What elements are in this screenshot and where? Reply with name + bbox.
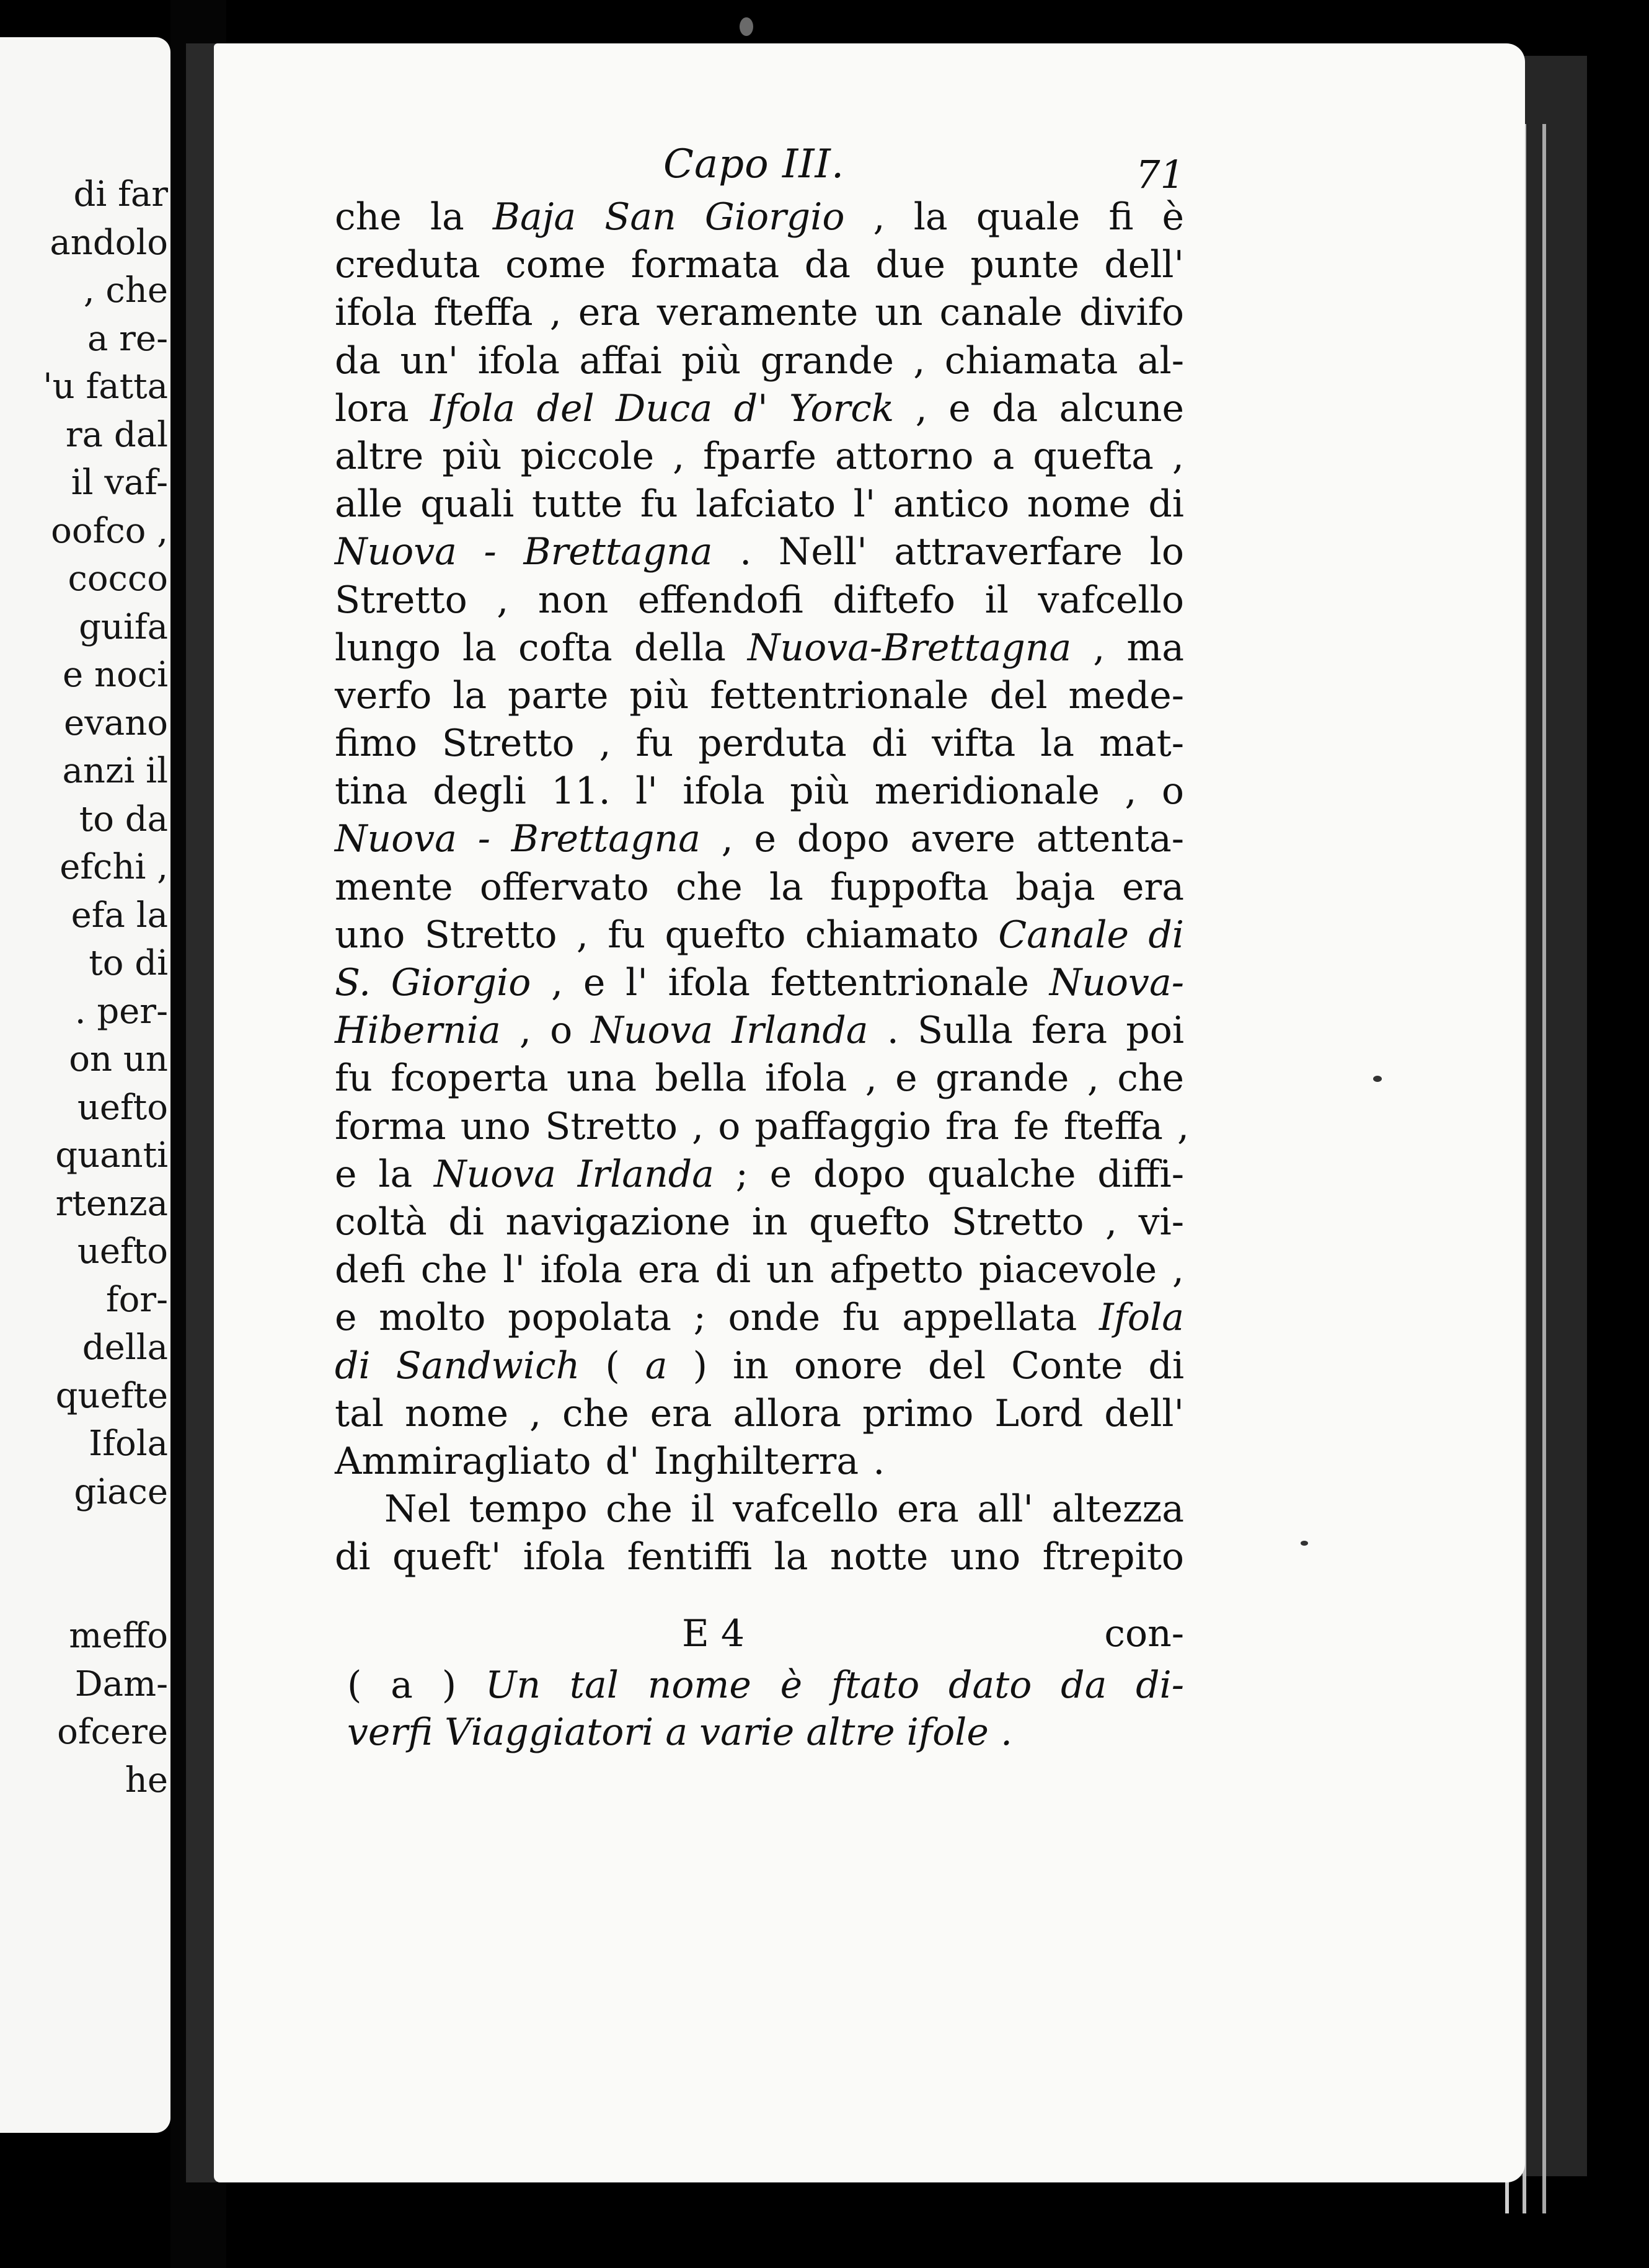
previous-page-line: rtenza: [55, 1183, 168, 1224]
text-run: creduta come formata da due punte dell': [335, 243, 1184, 287]
text-line: [335, 1486, 1184, 1533]
scan-speck: [1373, 1076, 1382, 1082]
previous-page-line: anzi il: [62, 751, 168, 791]
previous-page-line: giace: [74, 1471, 168, 1512]
previous-page-line: quanti: [55, 1135, 168, 1176]
body-text: [335, 193, 1190, 1581]
page-edge-line: [1542, 124, 1546, 2213]
text-line: [335, 672, 1184, 720]
text-run: , ma: [1071, 626, 1185, 670]
italic-text: Nuova-Brettagna: [747, 626, 1072, 670]
text-line: [335, 577, 1184, 624]
italic-text: Nuova - Brettagna: [335, 530, 713, 574]
italic-text: Nuova Irlanda: [434, 1152, 714, 1196]
text-run: da un' ifola affai più grande , chiamata al-: [335, 339, 1184, 383]
previous-page-line: to di: [89, 943, 168, 983]
text-line: [335, 1342, 1184, 1390]
text-run: ( a ): [347, 1663, 485, 1707]
italic-text: Nuova - Brettagna: [335, 817, 701, 861]
text-run: e la: [335, 1152, 435, 1196]
scan-speck: [740, 17, 753, 36]
text-line: [335, 241, 1184, 289]
page-foot: [335, 1612, 1184, 1662]
text-line: [335, 1055, 1184, 1102]
text-line: [335, 337, 1184, 385]
text-run: forma uno Stretto , o paffaggio fra fe fteffa ,: [335, 1104, 1190, 1148]
text-line: [335, 624, 1184, 672]
italic-text: a: [645, 1344, 668, 1388]
italic-text: Canale di: [998, 913, 1184, 957]
binding-gutter: [186, 43, 217, 2182]
text-run: . Nell' attraverfare lo: [712, 530, 1184, 574]
text-line: [335, 528, 1184, 576]
text-run: , e dopo avere attenta-: [700, 817, 1184, 861]
text-run: fimo Stretto , fu perduta di vifta la mat-: [335, 722, 1184, 766]
previous-page-text: [43, 171, 168, 1804]
previous-page-line: cocco: [68, 559, 168, 599]
text-line: [335, 1151, 1184, 1198]
text-run: , e l' ifola fettentrionale: [531, 961, 1050, 1004]
text-run: ; e dopo qualche diffi-: [714, 1152, 1184, 1196]
footnote: [347, 1662, 1184, 1756]
previous-page-line: on un: [69, 1039, 168, 1079]
italic-text: di Sandwich: [335, 1344, 580, 1388]
text-run: lungo la cofta della: [335, 626, 748, 670]
previous-page-line: ra dal: [65, 414, 168, 455]
previous-page-line: a re-: [87, 318, 168, 359]
previous-page-line: della: [82, 1327, 168, 1368]
italic-text: Baja San Giorgio: [492, 195, 845, 239]
text-run: Ammiragliato d' Inghilterra .: [335, 1439, 885, 1483]
text-run: coltà di navigazione in quefto Stretto , vi-: [335, 1200, 1184, 1244]
text-line: [335, 911, 1184, 959]
text-line: [335, 385, 1184, 433]
text-line: [335, 433, 1184, 481]
text-line: [335, 720, 1184, 768]
text-run: verfi Viaggiatori a varie altre ifole .: [347, 1711, 1013, 1754]
text-run: verfo la parte più fettentrionale del mede-: [335, 673, 1184, 717]
text-line: [335, 481, 1184, 528]
text-run: tina degli 11. l' ifola più meridionale , o: [335, 769, 1184, 813]
text-line: [335, 1007, 1184, 1055]
italic-text: Hibernia: [335, 1009, 501, 1053]
previous-page-line: Dam-: [74, 1663, 168, 1704]
previous-page: [0, 37, 170, 2133]
text-run: ifola fteffa , era veramente un canale divifo: [335, 291, 1184, 335]
text-run: uno Stretto , fu quefto chiamato: [335, 913, 999, 957]
text-run: , la quale fi è: [844, 195, 1184, 239]
text-run: defi che l' ifola era di un afpetto piacevole ,: [335, 1248, 1184, 1292]
text-line: [335, 1438, 1184, 1486]
text-line: [335, 815, 1184, 863]
text-run: lora: [335, 386, 431, 430]
previous-page-line: guifa: [79, 606, 168, 647]
text-line: [335, 1103, 1190, 1151]
text-line: [335, 768, 1184, 815]
previous-page-line: [43, 1516, 168, 1612]
text-run: Nel tempo che il vafcello era all' altezza: [384, 1487, 1184, 1531]
footnote-line: [347, 1709, 1184, 1756]
italic-text: S. Giorgio: [335, 961, 531, 1004]
catchword: con-: [1104, 1612, 1184, 1655]
previous-page-line: andolo: [50, 222, 168, 263]
previous-page-line: to da: [79, 799, 168, 839]
text-run: Stretto , non effendofi diftefo il vafcello: [335, 578, 1184, 622]
previous-page-line: Ifola: [89, 1424, 168, 1464]
text-run: (: [580, 1344, 645, 1388]
running-head: Capo III.: [663, 141, 845, 187]
previous-page-line: , che: [83, 270, 168, 311]
previous-page-line: il vaf-: [71, 463, 168, 503]
text-run: di queft' ifola fentiffi la notte uno ftrepito: [335, 1535, 1184, 1579]
previous-page-line: e noci: [63, 655, 168, 695]
previous-page-line: efchi ,: [60, 847, 168, 887]
text-line: [335, 1198, 1184, 1246]
previous-page-line: uefto: [77, 1231, 168, 1272]
previous-page-line: evano: [64, 702, 168, 743]
footnote-line: [347, 1662, 1184, 1709]
text-line: [335, 1533, 1184, 1581]
italic-text: Nuova-: [1049, 961, 1184, 1004]
text-run: tal nome , che era allora primo Lord dell': [335, 1391, 1184, 1435]
previous-page-line: di far: [73, 174, 168, 215]
previous-page-line: he: [125, 1760, 168, 1801]
text-run: che la: [335, 195, 493, 239]
italic-text: Ifola del Duca d' Yorck: [430, 386, 895, 430]
italic-text: Nuova Irlanda: [591, 1009, 869, 1053]
text-run: , o: [500, 1009, 591, 1053]
text-run: altre più piccole , fparfe attorno a quefta ,: [335, 434, 1184, 478]
page-number: 71: [1136, 152, 1185, 197]
text-line: [335, 289, 1184, 337]
text-line: [335, 959, 1184, 1007]
previous-page-line: ofcere: [57, 1712, 168, 1752]
italic-text: Ifola: [1099, 1296, 1184, 1340]
text-run: Un tal nome è ftato dato da di-: [485, 1663, 1184, 1707]
previous-page-line: for-: [105, 1279, 168, 1320]
text-run: e molto popolata ; onde fu appellata: [335, 1296, 1099, 1340]
previous-page-line: oofco ,: [51, 510, 168, 551]
text-run: . Sulla fera poi: [868, 1009, 1185, 1053]
previous-page-line: uefto: [77, 1087, 168, 1128]
text-run: alle quali tutte fu lafciato l' antico nome di: [335, 482, 1184, 526]
scan-speck: [1301, 1541, 1308, 1546]
previous-page-line: efa la: [71, 895, 168, 936]
previous-page-line: meffo: [69, 1616, 168, 1656]
text-run: , e da alcune: [894, 386, 1185, 430]
text-run: fu fcoperta una bella ifola , e grande , che: [335, 1056, 1184, 1101]
previous-page-line: quefte: [55, 1375, 168, 1416]
text-line: [335, 1246, 1184, 1294]
previous-page-line: 'u fatta: [43, 366, 168, 407]
previous-page-line: . per-: [74, 991, 168, 1032]
text-line: [335, 1294, 1184, 1342]
text-line: [335, 1390, 1184, 1438]
text-line: [335, 193, 1184, 241]
text-line: [335, 864, 1184, 911]
text-run: mente offervato che la fuppofta baja era: [335, 865, 1184, 909]
text-run: ) in onore del Conte di: [667, 1344, 1185, 1388]
signature-mark: E 4: [682, 1612, 745, 1655]
